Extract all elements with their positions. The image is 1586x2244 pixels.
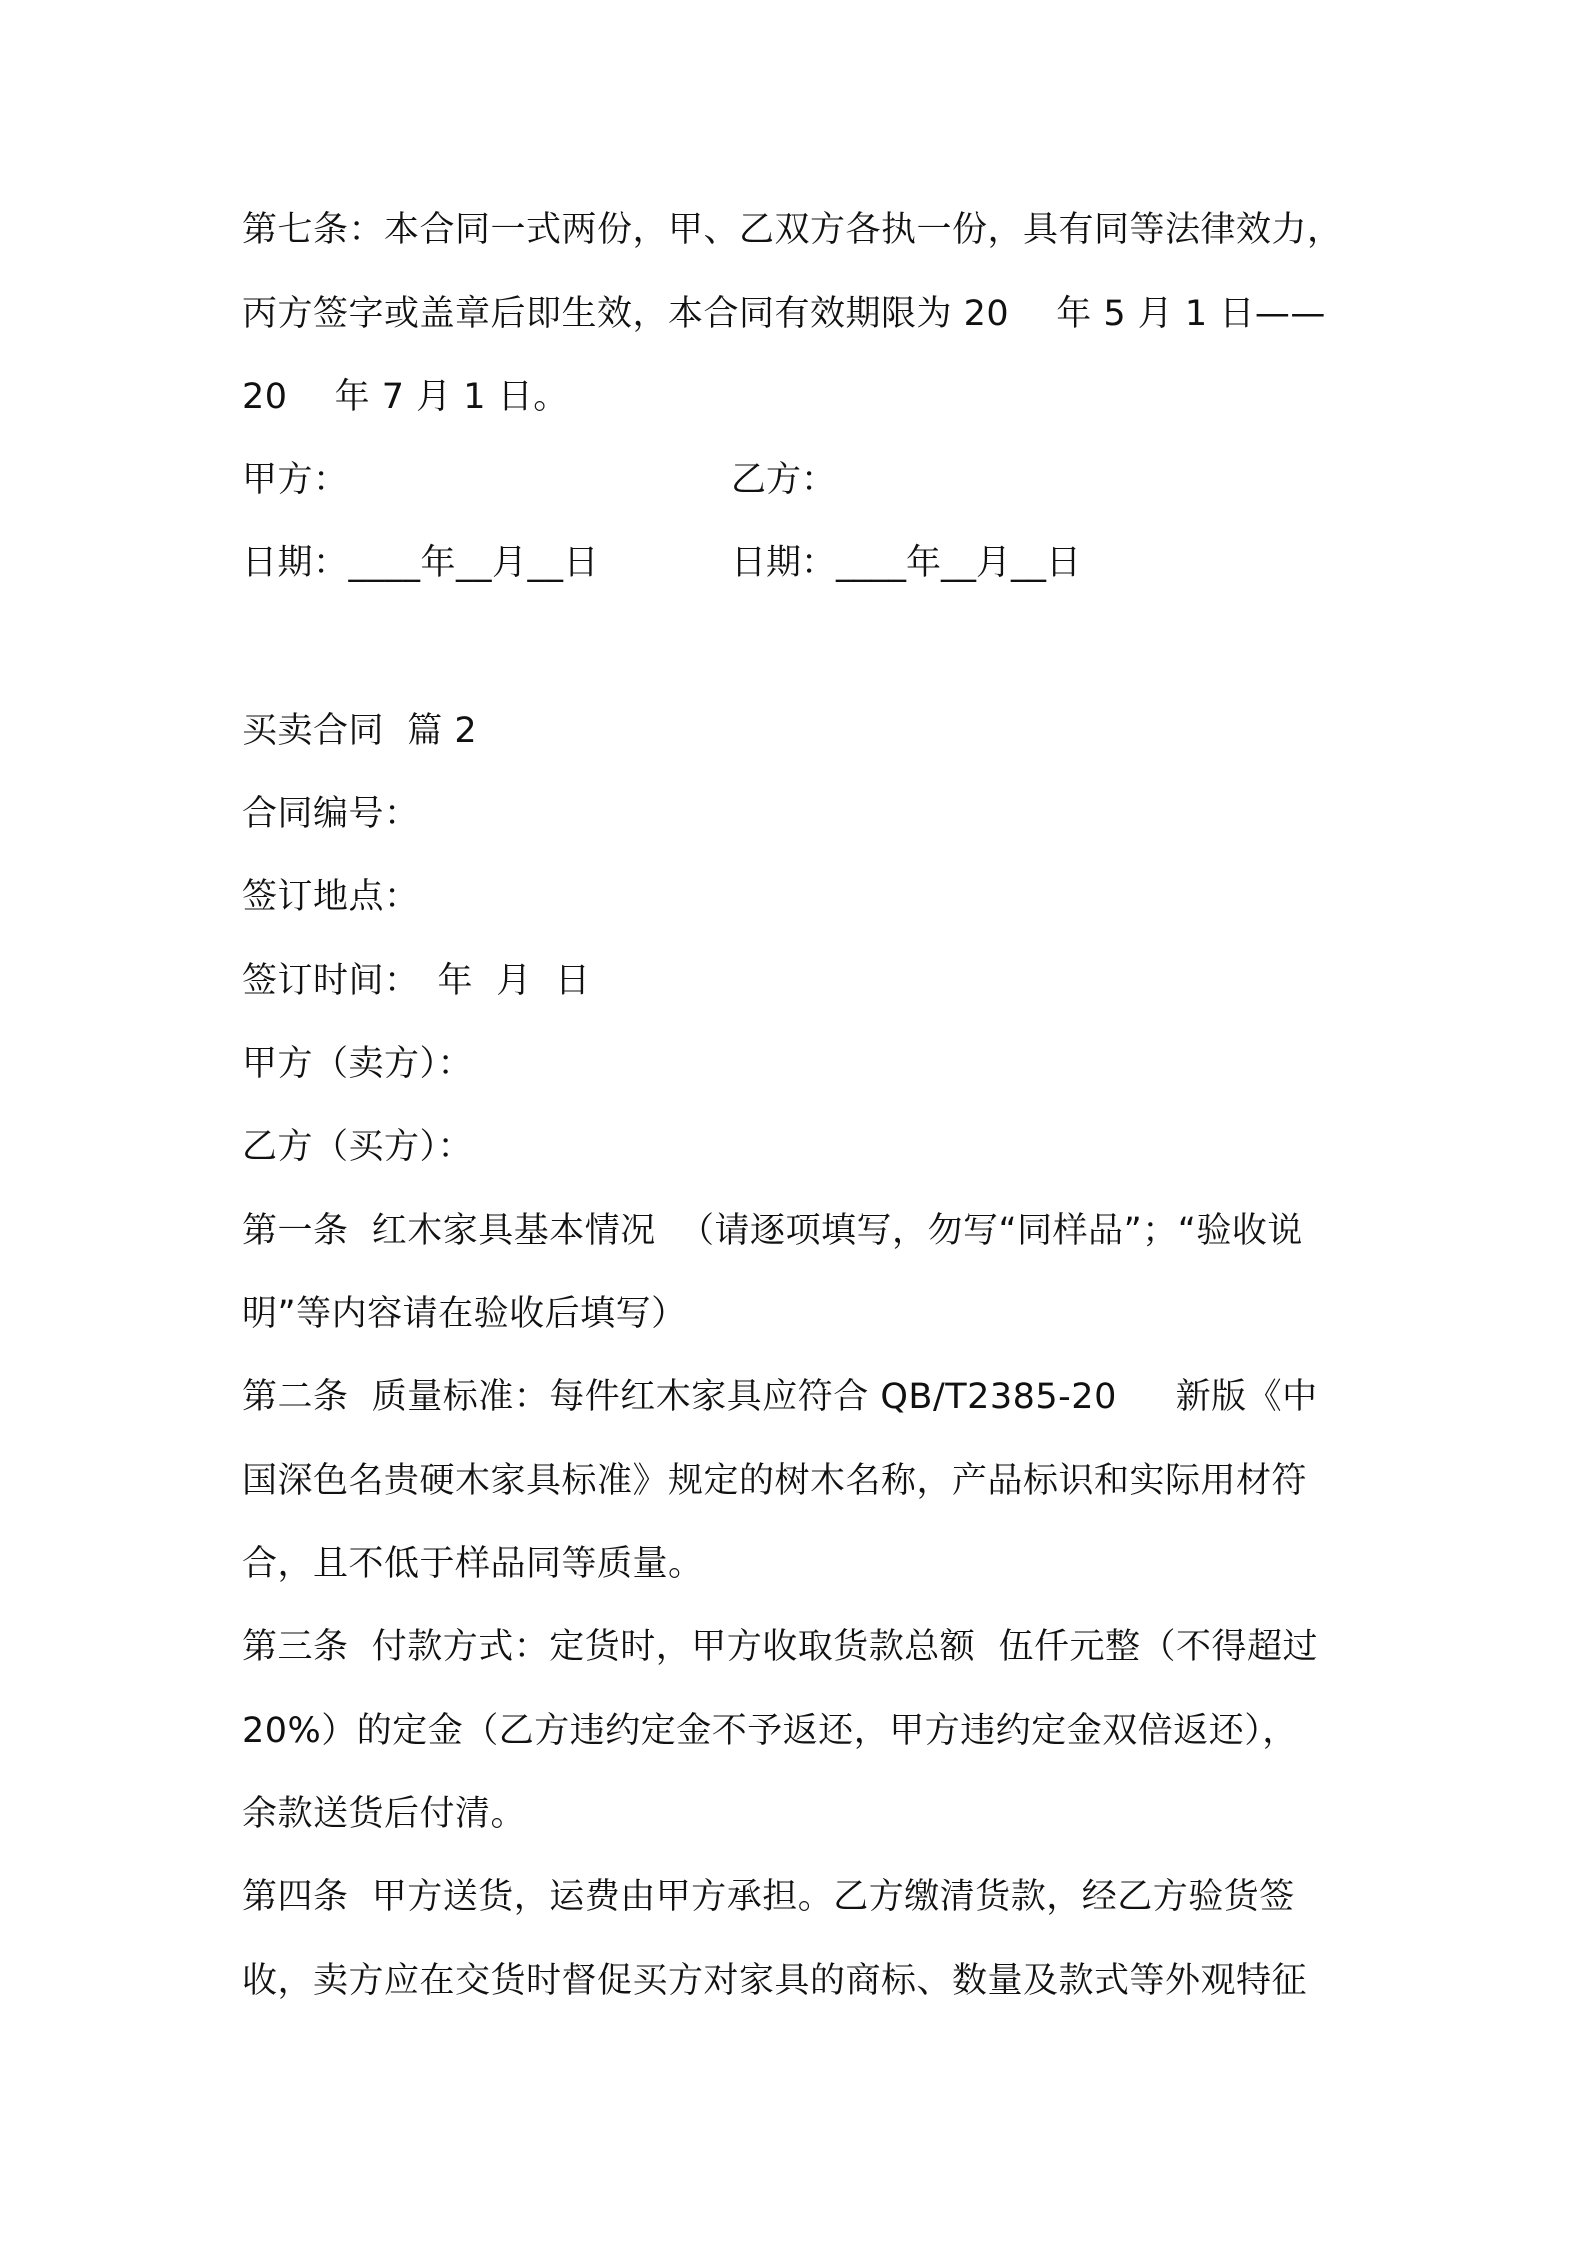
contract-number-label: 合同编号： bbox=[242, 794, 420, 834]
article1-line-2: 明”等内容请在验收后填写） bbox=[242, 1294, 687, 1334]
article7-line-2: 丙方签字或盖章后即生效，本合同有效期限为 20 年 5 月 1 日—— bbox=[242, 294, 1326, 334]
article2-line-1: 第二条 质量标准：每件红木家具应符合 QB/T2385-20 新版《中 bbox=[242, 1377, 1318, 1417]
contract2-title: 买卖合同 篇 2 bbox=[242, 711, 478, 751]
seller-label: 甲方（卖方）： bbox=[242, 1044, 474, 1084]
article7-line-1: 第七条：本合同一式两份，甲、乙双方各执一份，具有同等法律效力， bbox=[242, 210, 1343, 250]
party-a-signature-label: 甲方： bbox=[242, 460, 349, 500]
party-b-date: 日期：____年__月__日 bbox=[731, 543, 1082, 583]
article1-line-1: 第一条 红木家具基本情况 （请逐项填写，勿写“同样品”；“验收说 bbox=[242, 1211, 1303, 1251]
article2-line-3: 合，且不低于样品同等质量。 bbox=[242, 1544, 704, 1584]
party-b-signature-label: 乙方： bbox=[731, 460, 837, 500]
signing-time-label: 签订时间： 年 月 日 bbox=[242, 961, 591, 1001]
article4-line-1: 第四条 甲方送货，运费由甲方承担。乙方缴清货款，经乙方验货签 bbox=[242, 1877, 1295, 1917]
article3-line-3: 余款送货后付清。 bbox=[242, 1794, 527, 1834]
article3-line-2: 20%）的定金（乙方违约定金不予返还，甲方违约定金双倍返还）， bbox=[242, 1711, 1298, 1751]
signing-place-label: 签订地点： bbox=[242, 877, 420, 917]
article2-line-2: 国深色名贵硬木家具标准》规定的树木名称，产品标识和实际用材符 bbox=[242, 1461, 1308, 1501]
article7-line-3: 20 年 7 月 1 日。 bbox=[242, 377, 569, 417]
article4-line-2: 收，卖方应在交货时督促买方对家具的商标、数量及款式等外观特征 bbox=[242, 1961, 1308, 2001]
party-a-date: 日期：____年__月__日 bbox=[242, 543, 600, 583]
buyer-label: 乙方（买方）： bbox=[242, 1127, 474, 1167]
article3-line-1: 第三条 付款方式：定货时，甲方收取货款总额 伍仟元整（不得超过 bbox=[242, 1627, 1319, 1667]
